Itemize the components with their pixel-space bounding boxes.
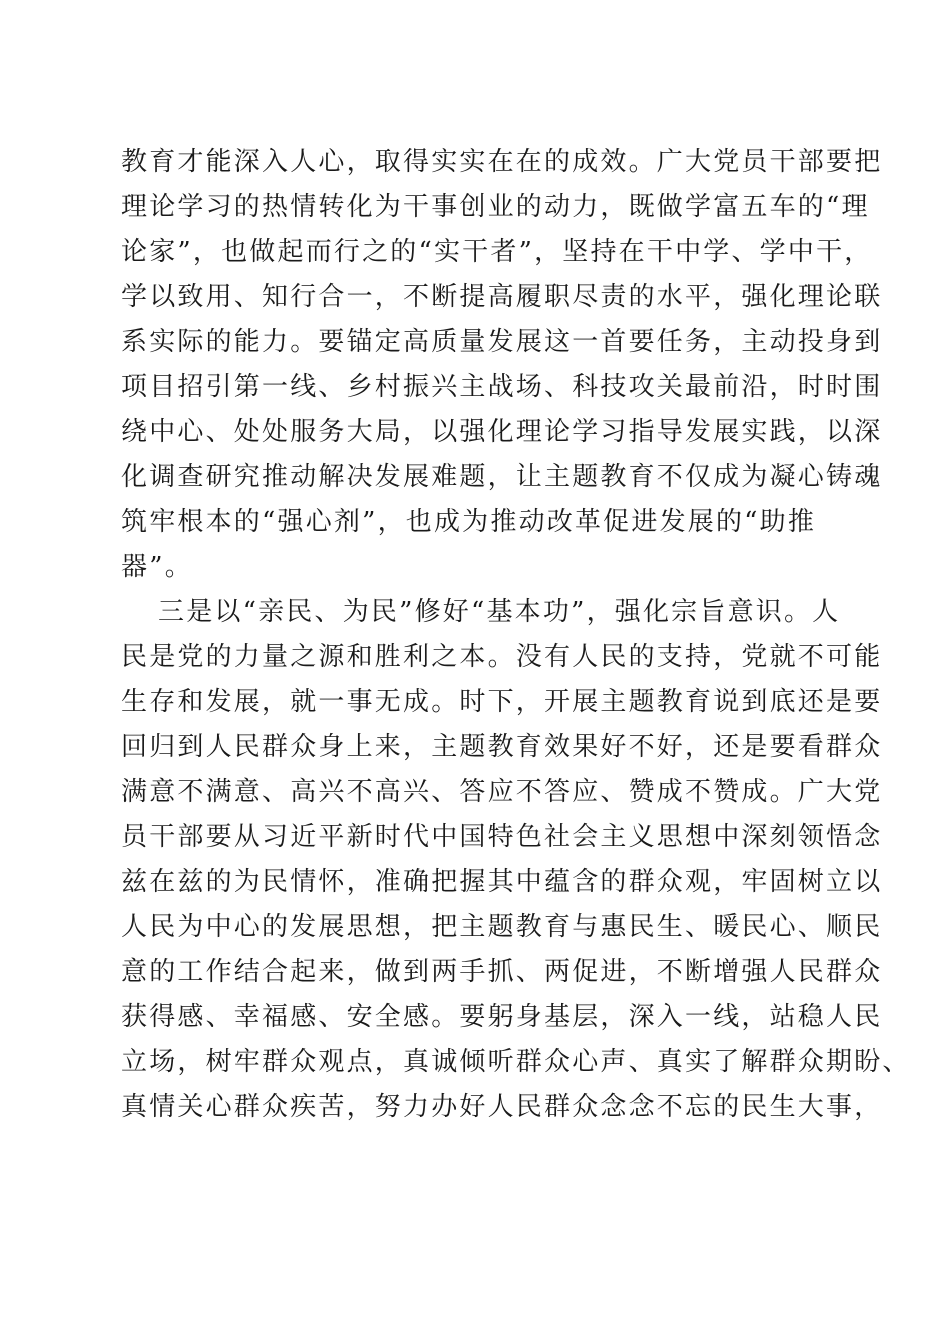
paragraph-2-line: 生存和发展，就一事无成。时下，开展主题教育说到底还是要 bbox=[121, 687, 883, 717]
paragraph-2-line: 三是以“亲民、为民”修好“基本功”，强化宗旨意识。人 bbox=[158, 597, 841, 627]
paragraph-1-line: 论家”，也做起而行之的“实干者”，坚持在干中学、学中干， bbox=[121, 237, 873, 267]
paragraph-1-line: 绕中心、处处服务大局，以强化理论学习指导发展实践，以深 bbox=[121, 417, 883, 447]
paragraph-2-line: 立场，树牢群众观点，真诚倾听群众心声、真实了解群众期盼、 bbox=[121, 1047, 911, 1077]
paragraph-2-line: 民是党的力量之源和胜利之本。没有人民的支持，党就不可能 bbox=[121, 642, 883, 672]
paragraph-1-line: 项目招引第一线、乡村振兴主战场、科技攻关最前沿，时时围 bbox=[121, 372, 883, 402]
paragraph-1-line: 系实际的能力。要锚定高质量发展这一首要任务，主动投身到 bbox=[121, 327, 883, 357]
paragraph-1-line: 器”。 bbox=[121, 552, 193, 582]
paragraph-1-line: 筑牢根本的“强心剂”，也成为推动改革促进发展的“助推 bbox=[121, 507, 817, 537]
paragraph-2-line: 意的工作结合起来，做到两手抓、两促进，不断增强人民群众 bbox=[121, 957, 883, 987]
paragraph-2-line: 员干部要从习近平新时代中国特色社会主义思想中深刻领悟念 bbox=[121, 822, 883, 852]
paragraph-1-line: 学以致用、知行合一，不断提高履职尽责的水平，强化理论联 bbox=[121, 282, 883, 312]
paragraph-2-line: 满意不满意、高兴不高兴、答应不答应、赞成不赞成。广大党 bbox=[121, 777, 883, 807]
paragraph-2-line: 兹在兹的为民情怀，准确把握其中蕴含的群众观，牢固树立以 bbox=[121, 867, 883, 897]
paragraph-1-line: 教育才能深入人心，取得实实在在的成效。广大党员干部要把 bbox=[121, 147, 883, 177]
paragraph-2-line: 真情关心群众疾苦，努力办好人民群众念念不忘的民生大事， bbox=[121, 1092, 883, 1122]
paragraph-2-line: 回归到人民群众身上来，主题教育效果好不好，还是要看群众 bbox=[121, 732, 883, 762]
paragraph-2-line: 人民为中心的发展思想，把主题教育与惠民生、暖民心、顺民 bbox=[121, 912, 883, 942]
paragraph-1-line: 理论学习的热情转化为干事创业的动力，既做学富五车的“理 bbox=[121, 192, 870, 222]
paragraph-2-line: 获得感、幸福感、安全感。要躬身基层，深入一线，站稳人民 bbox=[121, 1002, 883, 1032]
paragraph-1-line: 化调查研究推动解决发展难题，让主题教育不仅成为凝心铸魂 bbox=[121, 462, 883, 492]
